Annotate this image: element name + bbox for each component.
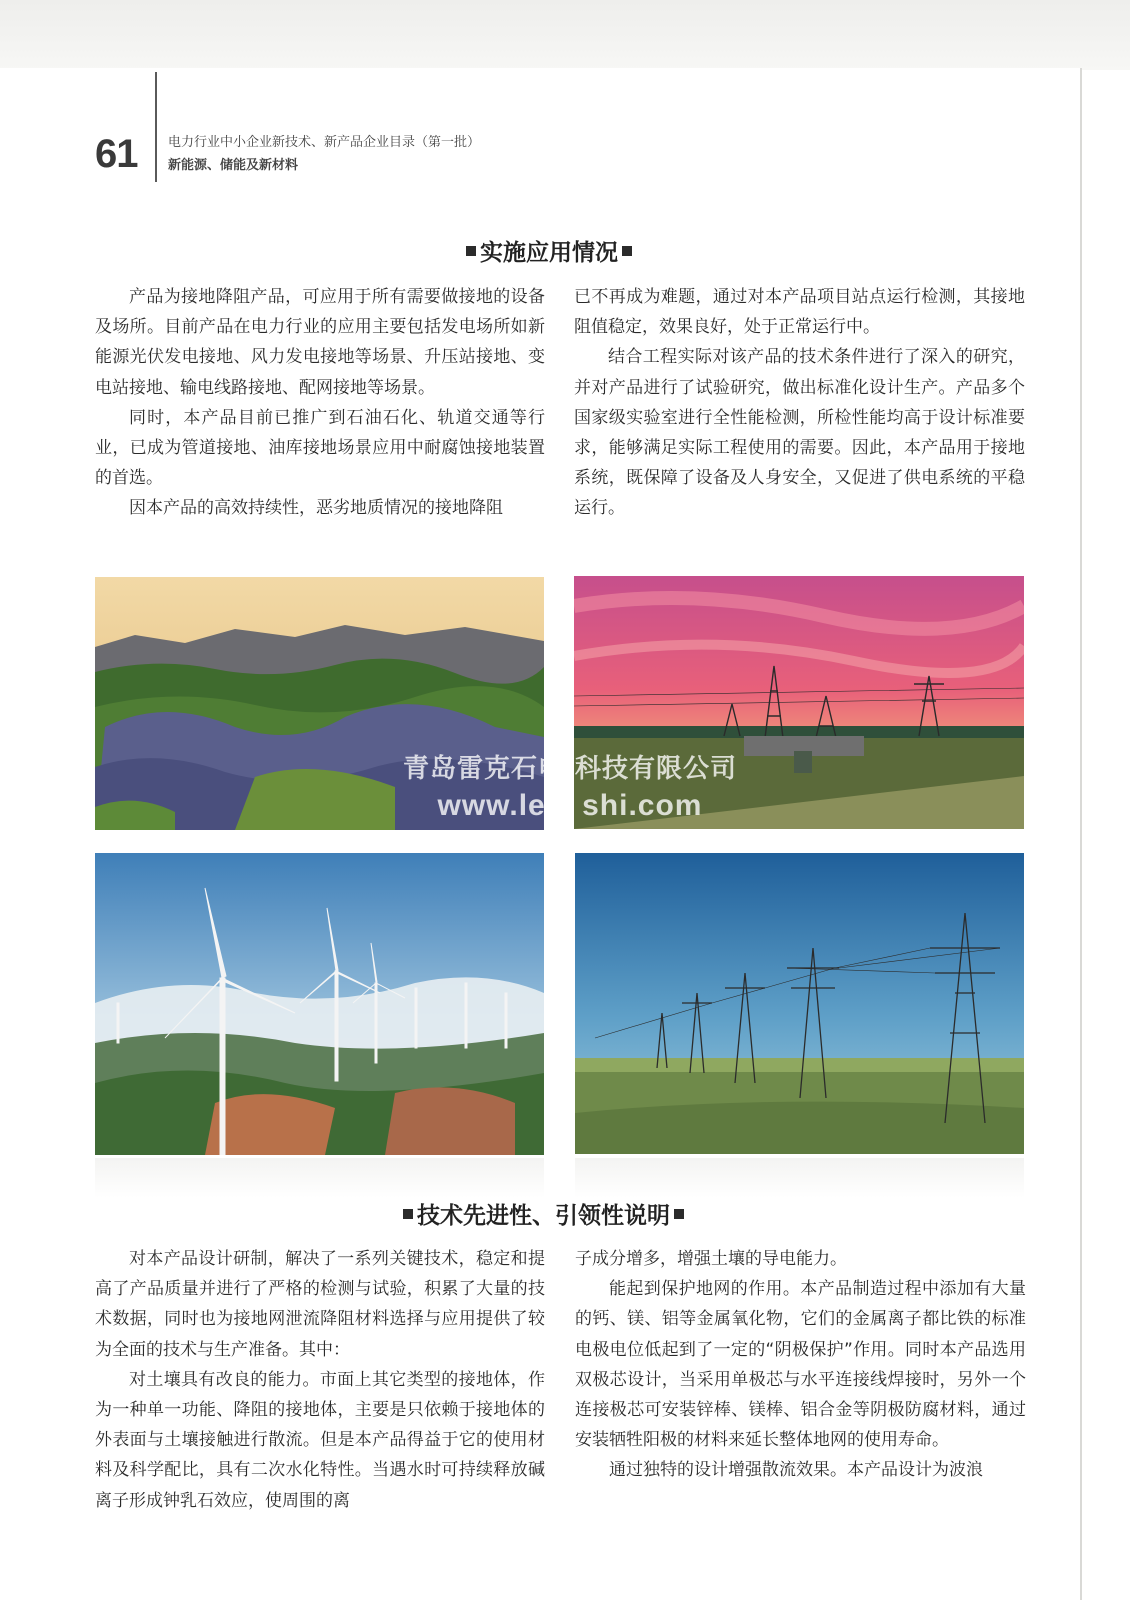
substation-sunset-photo bbox=[574, 576, 1024, 829]
section2-right-column bbox=[575, 1244, 1026, 1486]
transmission-towers-photo bbox=[575, 853, 1024, 1154]
section2-left-column bbox=[95, 1244, 545, 1516]
paragraph: 已不再成为难题，通过对本产品项目站点运行检测，其接地阻值稳定，效果良好，处于正常运行中。 bbox=[574, 287, 1025, 338]
watermark-company: 青岛雷克石电 科技有限公司 bbox=[402, 754, 738, 784]
wind-turbines-photo bbox=[95, 853, 544, 1155]
paragraph: 通过独特的设计增强散流效果。本产品设计为波浪 bbox=[609, 1460, 983, 1481]
bleed-through-strip bbox=[95, 1158, 544, 1198]
heading-bullet-icon bbox=[674, 1209, 684, 1219]
section-heading-application bbox=[466, 234, 632, 267]
heading-bullet-icon bbox=[403, 1209, 413, 1219]
paragraph: 因本产品的高效持续性，恶劣地质情况的接地降阻 bbox=[129, 498, 503, 519]
paragraph: 结合工程实际对该产品的技术条件进行了深入的研究，并对产品进行了试验研究，做出标准化设计生产。产品多个国家级实验室进行全性能检测，所检性能均高于设计标准要求，能够满足实际工程使用的需要。因此，本产品用于接地系统，既保障了设备及人身安全，又促进了供电系统的平稳运行。 bbox=[574, 347, 1025, 519]
heading-bullet-icon bbox=[466, 246, 476, 256]
paragraph: 对土壤具有改良的能力。市面上其它类型的接地体，作为一种单一功能、降阻的接地体，主要是只依赖于接地体的外表面与土壤接触进行散流。但是本产品得益于它的使用材料及科学配比，具有二次水化特性。当遇水时可持续释放碱离子形成钟乳石效应，使周围的离 bbox=[95, 1369, 545, 1511]
section1-right-column bbox=[574, 282, 1025, 524]
bleed-through-strip bbox=[575, 1158, 1024, 1198]
running-title: 电力行业中小企业新技术、新产品企业目录（第一批） bbox=[168, 135, 481, 150]
paragraph: 子成分增多，增强土壤的导电能力。 bbox=[575, 1249, 847, 1269]
paragraph: 对本产品设计研制，解决了一系列关键技术，稳定和提高了产品质量并进行了严格的检测与试验，积累了大量的技术数据，同时也为接地网泄流降阻材料选择与应用提供了较为全面的技术与生产准备。其中： bbox=[95, 1249, 545, 1360]
watermark-url: www.leik shi.com bbox=[437, 789, 703, 822]
header-divider bbox=[155, 72, 157, 182]
section-heading-text: 技术先进性、引领性说明 bbox=[417, 1203, 670, 1229]
heading-bullet-icon bbox=[622, 246, 632, 256]
running-subtitle: 新能源、储能及新材料 bbox=[168, 158, 299, 173]
paragraph: 能起到保护地网的作用。本产品制造过程中添加有大量的钙、镁、铝等金属氧化物，它们的金属离子都比铁的标准电极电位低起到了一定的“阴极保护”作用。同时本产品选用双极芯设计，当采用单极芯与水平连接线焊接时，另外一个连接极芯可安装锌棒、镁棒、铝合金等阴极防腐材料，通过安装牺牲阳极的材料来延长整体地网的使用寿命。 bbox=[575, 1279, 1026, 1451]
scan-edge bbox=[0, 0, 1130, 70]
paragraph: 同时，本产品目前已推广到石油石化、轨道交通等行业，已成为管道接地、油库接地场景应用中耐腐蚀接地装置的首选。 bbox=[95, 407, 545, 489]
solar-farm-mountain-photo bbox=[95, 577, 544, 830]
section-heading-text: 实施应用情况 bbox=[480, 240, 618, 266]
page-number: 61 bbox=[95, 132, 138, 176]
section-heading-technology bbox=[403, 1197, 684, 1230]
section1-left-column bbox=[95, 282, 545, 524]
paragraph: 产品为接地降阻产品，可应用于所有需要做接地的设备及场所。目前产品在电力行业的应用主要包括发电场所如新能源光伏发电接地、风力发电接地等场景、升压站接地、变电站接地、输电线路接地、配网接地等场景。 bbox=[95, 287, 545, 398]
